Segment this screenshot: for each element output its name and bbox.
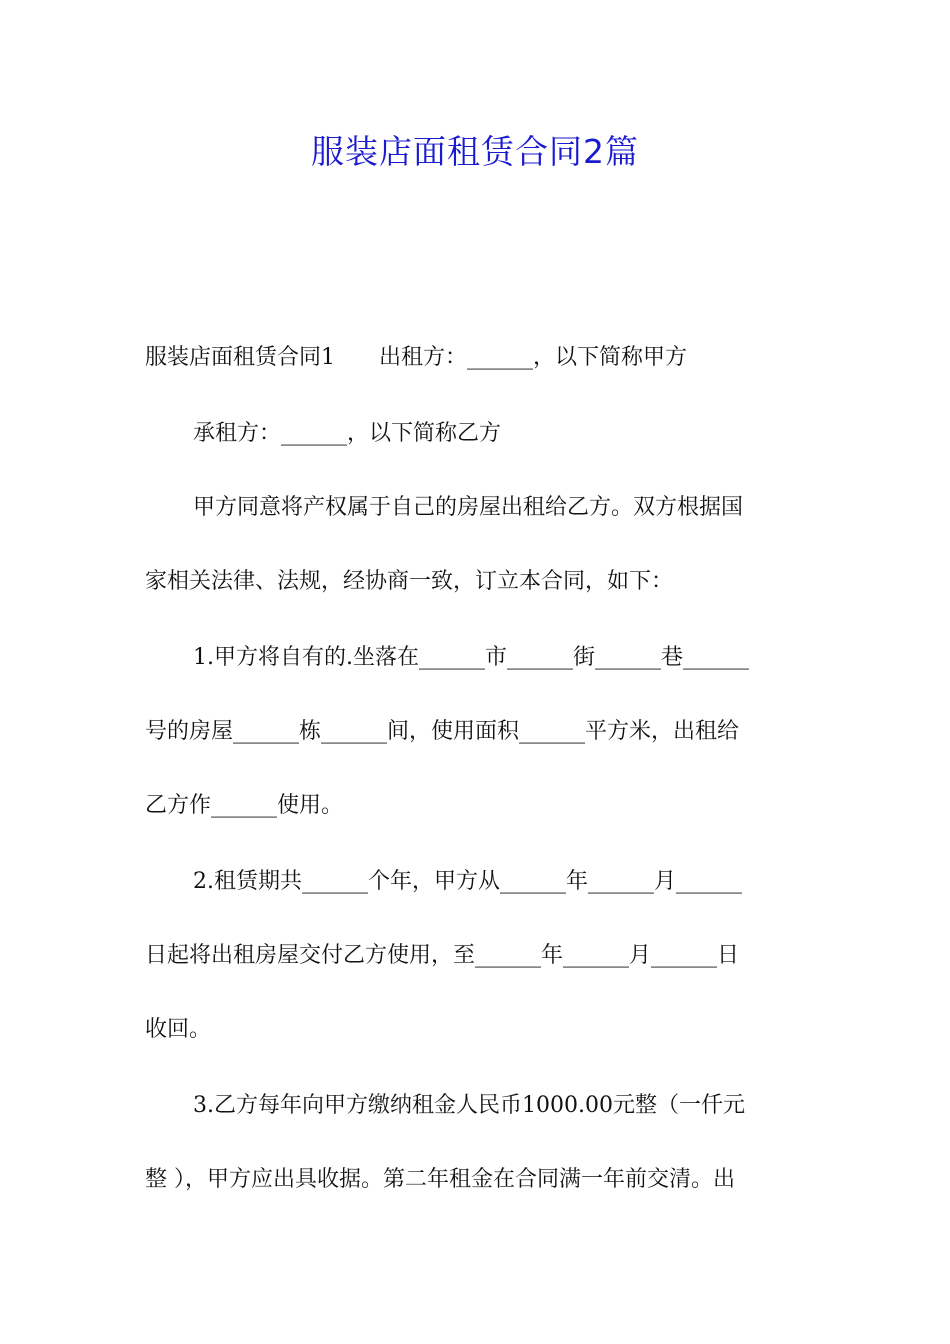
clause-3-line-1: 3.乙方每年向甲方缴纳租金人民币1000.00元整（一仟元 — [193, 1093, 745, 1118]
paragraph-intro-line-1: 甲方同意将产权属于自己的房屋出租给乙方。双方根据国 — [193, 495, 744, 520]
contract-heading-lessor-line: 服装店面租赁合同1 出租方：______，以下简称甲方 — [145, 345, 687, 370]
clause-1-line-3: 乙方作______使用。 — [145, 793, 344, 818]
clause-2-line-2: 日起将出租房屋交付乙方使用，至______年______月______日 — [145, 943, 740, 968]
document-title: 服装店面租赁合同2篇 — [311, 132, 639, 171]
lessee-line: 承租方：______，以下简称乙方 — [193, 421, 502, 446]
clause-3-line-2: 整 ），甲方应出具收据。第二年租金在合同满一年前交清。出 — [145, 1167, 735, 1192]
clause-2-line-1: 2.租赁期共______个年，甲方从______年______月______ — [193, 869, 742, 894]
clause-1-line-2: 号的房屋______栋______间，使用面积______平方米，出租给 — [145, 719, 740, 744]
paragraph-intro-line-2: 家相关法律、法规，经协商一致，订立本合同，如下： — [145, 569, 674, 594]
clause-2-line-3: 收回。 — [145, 1017, 212, 1042]
clause-1-line-1: 1.甲方将自有的.坐落在______市______街______巷______ — [193, 645, 749, 670]
